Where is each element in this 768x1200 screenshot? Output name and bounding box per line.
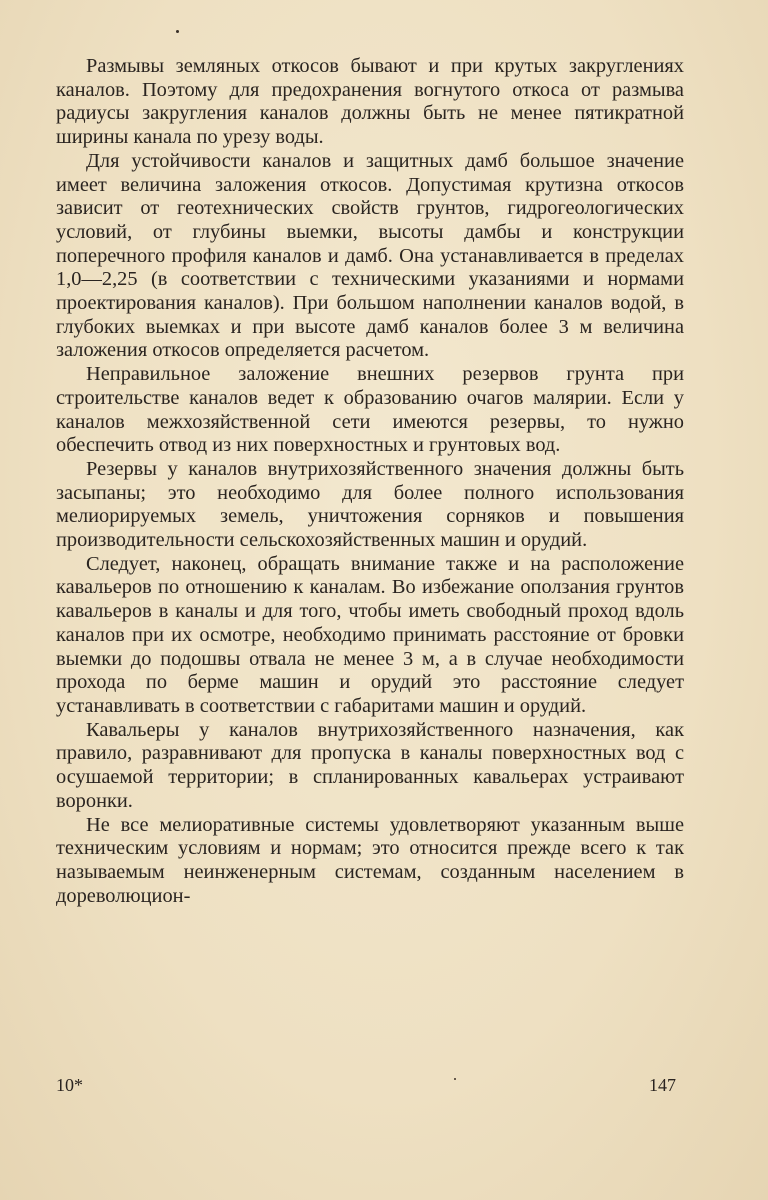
paragraph: Резервы у каналов внутрихозяйственного значения должны быть засыпаны; это необходимо для более полного использования мелиорируемых земель, уничтожения сорняков и повышения производительности сельскохозяйственных машин и орудий. <box>56 457 684 552</box>
paragraph: Размывы земляных откосов бывают и при крутых закруглениях каналов. Поэтому для предохранения вогнутого откоса от размыва радиусы закругления каналов должны быть не менее пятикратной ширины канала по урезу воды. <box>56 55 684 149</box>
page-footer <box>56 1075 684 1101</box>
paragraph: Кавальеры у каналов внутрихозяйственного назначения, как правило, разравнивают для пропуска в каналы поверхностных вод с осушаемой территории; в спланированных кавальерах устраивают воронки. <box>56 718 684 812</box>
page-number: 147 <box>649 1075 676 1095</box>
print-speck <box>176 30 179 33</box>
body-text <box>56 55 684 908</box>
paragraph: Не все мелиоративные системы удовлетворяют указанным выше техническим условиям и нормам; это относится прежде всего к так называемым неинженерным системам, созданным населением в дореволюцион- <box>56 813 684 907</box>
signature-mark: 10* <box>56 1075 83 1095</box>
paragraph: Следует, наконец, обращать внимание также и на расположение кавальеров по отношению к каналам. Во избежание оползания грунтов кавальеров в каналы и для того, чтобы иметь свободный проход вдоль каналов при их осмотре, необходимо принимать расстояние от бровки выемки до подошвы отвала не менее 3 м, а в случае необходимости прохода по берме машин и орудий это расстояние следует устанавливать в соответствии с габаритами машин и орудий. <box>56 552 684 717</box>
paragraph: Неправильное заложение внешних резервов грунта при строительстве каналов ведет к образованию очагов малярии. Если у каналов межхозяйственной сети имеются резервы, то нужно обеспечить отвод из них поверхностных и грунтовых вод. <box>56 363 684 457</box>
paragraph: Для устойчивости каналов и защитных дамб большое значение имеет величина заложения откосов. Допустимая крутизна откосов зависит от геотехнических свойств грунтов, гидрогеологических условий, от глубины выемки, высоты дамбы и конструкции поперечного профиля каналов и дамб. Она устанавливается в пределах 1,0—2,25 (в соответствии с техническими указаниями и нормами проектирования каналов). При большом наполнении каналов водой, в глубоких выемках и при высоте дамб каналов более 3 м величина заложения откосов определяется расчетом. <box>56 149 684 362</box>
